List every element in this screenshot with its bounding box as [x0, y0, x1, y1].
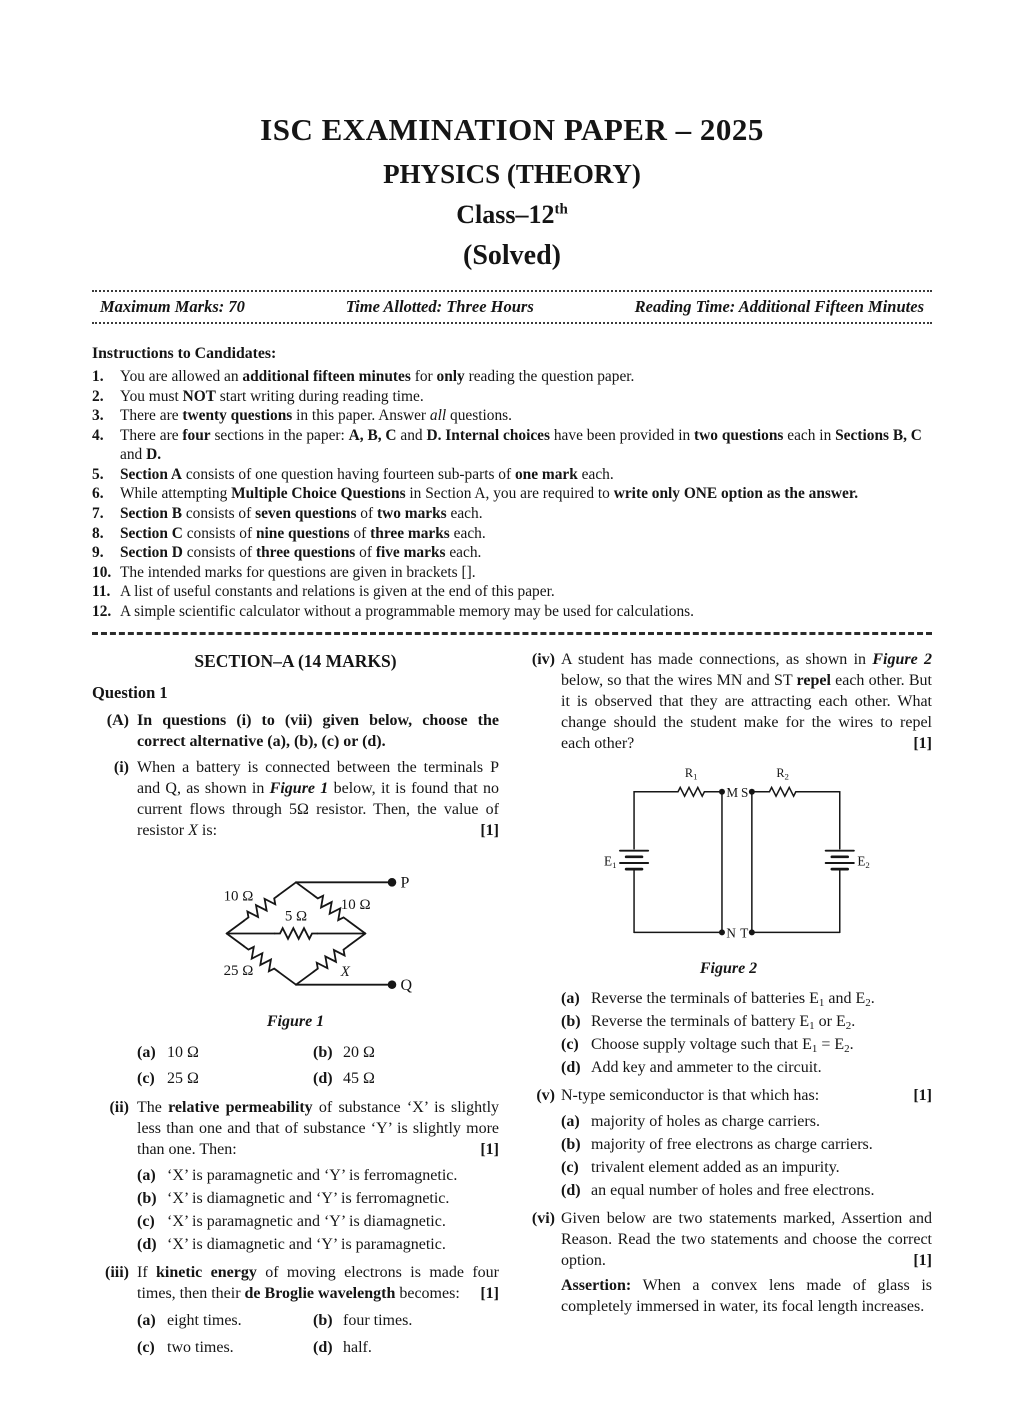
resistor-r2-label: $R_2$: [775, 765, 789, 782]
meta-bar: [92, 290, 932, 324]
instruction-text: You must NOT start writing during reading time.: [120, 387, 424, 405]
option-text: two times.: [167, 1338, 234, 1356]
right-column: [525, 650, 932, 1367]
instruction-text: There are twenty questions in this paper. Answer all questions.: [120, 407, 513, 425]
question-v: [525, 1086, 932, 1107]
option-text: trivalent element added as an impurity.: [591, 1158, 840, 1176]
instruction-number: 10.: [92, 563, 112, 581]
question-ii: [92, 1098, 499, 1161]
mark-badge: [1]: [913, 1086, 932, 1104]
option-item: [313, 1338, 499, 1359]
option-label: (a): [561, 990, 580, 1008]
paper-header: [92, 112, 932, 272]
instruction-item: [92, 543, 932, 563]
question-1-heading: Question 1: [92, 683, 168, 703]
question-iv-options: [525, 989, 932, 1079]
option-label: (d): [313, 1070, 333, 1088]
option-item: [561, 1035, 932, 1056]
option-label: (c): [561, 1158, 579, 1176]
instruction-item: [92, 406, 932, 426]
instruction-text: Section B consists of seven questions of two marks each.: [120, 504, 483, 522]
mark-badge: [1]: [480, 1141, 499, 1159]
figure-2-parallel-circuits: [525, 761, 932, 957]
instruction-item: [92, 367, 932, 387]
instruction-number: 4.: [92, 426, 104, 444]
option-label: (a): [137, 1167, 156, 1185]
question-i: [92, 758, 499, 842]
option-label: (b): [561, 1135, 581, 1153]
option-text: majority of free electrons as charge carriers.: [591, 1135, 873, 1153]
question-columns: [92, 650, 932, 1367]
question-text: [561, 650, 932, 755]
resistor-label-top-right: 10 Ω: [340, 896, 371, 913]
option-text: majority of holes as charge carriers.: [591, 1112, 820, 1130]
option-label: (a): [137, 1043, 156, 1061]
option-label: (c): [137, 1338, 155, 1356]
question-i-options: [92, 1042, 499, 1092]
mark-badge: [1]: [480, 821, 499, 839]
resistor-label-x: X: [340, 963, 350, 980]
option-text: ‘X’ is diamagnetic and ‘Y’ is ferromagnetic.: [167, 1190, 450, 1208]
option-item: [137, 1069, 313, 1090]
instructions-heading: Instructions to Candidates:: [92, 345, 277, 362]
question-label: (i): [113, 758, 129, 776]
instruction-text: A simple scientific calculator without a programmable memory may be used for calculations.: [120, 602, 694, 620]
option-text: Reverse the terminals of batteries $E_1$ and $E_2$.: [591, 990, 875, 1010]
question-text: [561, 1209, 932, 1272]
question-iv: [525, 650, 932, 755]
instruction-number: 12.: [92, 602, 112, 620]
option-item: [137, 1212, 499, 1233]
left-column: [92, 650, 499, 1367]
paper-subject: PHYSICS (THEORY): [383, 159, 641, 189]
instruction-number: 1.: [92, 368, 104, 386]
question-iii: [92, 1263, 499, 1305]
paper-solved-tag: (Solved): [463, 240, 561, 271]
instruction-item: [92, 484, 932, 504]
question-text: [137, 758, 499, 842]
figure-1-caption: Figure 1: [266, 1012, 325, 1030]
battery-e1-label: $E_1$: [603, 853, 616, 871]
paper-title: ISC EXAMINATION PAPER – 2025: [260, 112, 764, 147]
instruction-number: 11.: [92, 583, 111, 601]
question-body: When a battery is connected between the terminals P and Q, as shown in Figure 1 below, it is found that no current flows through 5Ω resistor. Then, the value of resistor X is:: [137, 758, 500, 839]
option-text: Reverse the terminals of battery $E_1$ or $E_2$.: [591, 1012, 856, 1032]
instruction-text: You are allowed an additional fifteen minutes for only reading the question paper.: [120, 368, 635, 386]
resistor-r1-label: $R_1$: [684, 765, 697, 782]
instruction-number: 5.: [92, 465, 104, 483]
option-item: [313, 1069, 499, 1090]
instruction-item: [92, 504, 932, 524]
instruction-number: 2.: [92, 387, 104, 405]
instruction-number: 3.: [92, 407, 104, 425]
option-text: ‘X’ is paramagnetic and ‘Y’ is ferromagnetic.: [167, 1167, 458, 1185]
instruction-number: 7.: [92, 504, 104, 522]
option-text: half.: [343, 1338, 372, 1356]
terminal-p-label: P: [400, 874, 409, 892]
instruction-text: A list of useful constants and relations is given at the end of this paper.: [120, 583, 555, 601]
instruction-number: 8.: [92, 524, 104, 542]
terminal-q-label: Q: [400, 976, 412, 994]
point-n-label: N: [725, 925, 736, 941]
option-item: [137, 1235, 499, 1256]
paper-class-label: Class–12: [456, 200, 555, 229]
option-label: (a): [561, 1112, 580, 1130]
time-allotted: Time Allotted: Three Hours: [345, 297, 534, 316]
option-item: [137, 1043, 313, 1064]
resistor-label-top-left: 10 Ω: [223, 888, 253, 905]
option-item: [137, 1311, 313, 1332]
instruction-text: Section D consists of three questions of five marks each.: [120, 544, 482, 562]
option-label: (d): [561, 1181, 581, 1199]
question-text: [561, 1086, 932, 1107]
resistor-label-bottom-left: 25 Ω: [223, 962, 253, 979]
option-text: an equal number of holes and free electrons.: [591, 1181, 875, 1199]
option-label: (b): [561, 1012, 581, 1030]
question-label: (ii): [109, 1099, 129, 1117]
option-item: [137, 1338, 313, 1359]
instruction-item: [92, 426, 932, 465]
option-text: 45 Ω: [343, 1070, 375, 1088]
option-text: eight times.: [167, 1312, 242, 1329]
mark-badge: [1]: [913, 1251, 932, 1269]
option-text: 10 Ω: [167, 1043, 199, 1061]
instruction-number: 6.: [92, 485, 104, 503]
option-label: (a): [137, 1312, 156, 1329]
question-label: (iii): [105, 1264, 129, 1282]
instruction-text: While attempting Multiple Choice Questions in Section A, you are required to write only ONE option as the answer.: [120, 485, 859, 503]
part-label: (A): [106, 711, 129, 729]
paper-class-superscript: th: [554, 201, 568, 218]
option-label: (c): [561, 1035, 579, 1053]
instruction-text: The intended marks for questions are given in brackets [].: [120, 563, 476, 581]
option-text: ‘X’ is diamagnetic and ‘Y’ is paramagnetic.: [167, 1236, 446, 1254]
option-item: [561, 1135, 932, 1156]
part-text: In questions (i) to (vii) given below, choose the correct alternative (a), (b), (c) or (d).: [137, 711, 499, 750]
option-item: [137, 1166, 499, 1187]
option-item: [561, 1012, 932, 1033]
option-label: (b): [137, 1190, 157, 1208]
question-iii-options: [92, 1310, 499, 1360]
option-label: (d): [561, 1058, 581, 1076]
point-t-label: T: [739, 925, 748, 941]
two-loop-circuit-diagram: [581, 761, 877, 950]
question-body: A student has made connections, as shown in Figure 2 below, so that the wires MN and ST repel each other. But it is observed that they are attracting each other. What change should the student make for the wires to repel each other?: [561, 651, 932, 753]
option-item: [313, 1311, 499, 1332]
option-text: Add key and ammeter to the circuit.: [591, 1058, 822, 1076]
instructions-section: [92, 344, 932, 621]
instruction-text: There are four sections in the paper: A, B, C and D. Internal choices have been provided in two questions each in Sections B, C and D.: [120, 426, 922, 464]
assertion-paragraph: Assertion: When a convex lens made of glass is completely immersed in water, its focal length increases.: [561, 1277, 932, 1316]
option-label: (c): [137, 1213, 155, 1231]
question-body: N-type semiconductor is that which has:: [561, 1086, 820, 1104]
instruction-text: Section C consists of nine questions of three marks each.: [120, 524, 486, 542]
wheatstone-bridge-diagram: [168, 848, 424, 1003]
instruction-item: [92, 465, 932, 485]
instruction-item: [92, 387, 932, 407]
question-v-options: [525, 1112, 932, 1202]
section-a-heading: SECTION–A (14 MARKS): [194, 651, 397, 672]
question-label: (iv): [531, 651, 555, 669]
option-label: (b): [313, 1312, 333, 1329]
option-item: [561, 989, 932, 1010]
point-m-label: M: [725, 785, 738, 801]
option-item: [313, 1043, 499, 1064]
question-ii-options: [92, 1166, 499, 1256]
instruction-text: Section A consists of one question having fourteen sub-parts of one mark each.: [120, 465, 614, 483]
instruction-item: [92, 582, 932, 602]
question-body: If kinetic energy of moving electrons is made four times, then their de Broglie wavelength becomes:: [137, 1264, 499, 1303]
option-label: (d): [137, 1236, 157, 1254]
instruction-item: [92, 524, 932, 544]
option-item: [561, 1158, 932, 1179]
battery-e2-label: $E_2$: [856, 853, 870, 871]
point-s-label: S: [740, 785, 748, 801]
max-marks: Maximum Marks: 70: [100, 297, 245, 316]
option-label: (c): [137, 1070, 155, 1088]
option-item: [561, 1112, 932, 1133]
question-text: [137, 1263, 499, 1305]
section-divider: [92, 632, 932, 635]
question-label: (v): [536, 1086, 555, 1104]
instruction-item: [92, 563, 932, 583]
question-body: The relative permeability of substance ‘X’ is slightly less than one and that of substance ‘Y’ is slightly more than one. Then:: [137, 1099, 500, 1159]
reading-time: Reading Time: Additional Fifteen Minutes: [634, 297, 924, 316]
instruction-item: [92, 602, 932, 622]
resistor-label-middle: 5 Ω: [284, 908, 307, 925]
option-item: [561, 1181, 932, 1202]
question-label: (vi): [531, 1209, 555, 1227]
instruction-number: 9.: [92, 544, 104, 562]
question-body: Given below are two statements marked, Assertion and Reason. Read the two statements and choose the correct option.: [561, 1209, 932, 1269]
option-item: [561, 1058, 932, 1079]
question-text: [137, 1098, 499, 1161]
option-label: (d): [313, 1338, 333, 1356]
figure-2-caption: Figure 2: [699, 960, 758, 978]
figure-1-wheatstone-bridge: [92, 848, 499, 1010]
option-text: ‘X’ is paramagnetic and ‘Y’ is diamagnetic.: [167, 1213, 446, 1231]
option-item: [137, 1189, 499, 1210]
option-label: (b): [313, 1043, 333, 1061]
option-text: Choose supply voltage such that $E_1 = E_2$.: [591, 1035, 854, 1055]
paper-class: [92, 200, 932, 230]
option-text: 20 Ω: [343, 1043, 375, 1061]
mark-badge: [1]: [913, 735, 932, 753]
mark-badge: [1]: [480, 1285, 499, 1303]
question-part-a: [92, 711, 499, 753]
question-vi: [525, 1209, 932, 1272]
option-text: 25 Ω: [167, 1070, 199, 1088]
option-text: four times.: [343, 1312, 413, 1329]
